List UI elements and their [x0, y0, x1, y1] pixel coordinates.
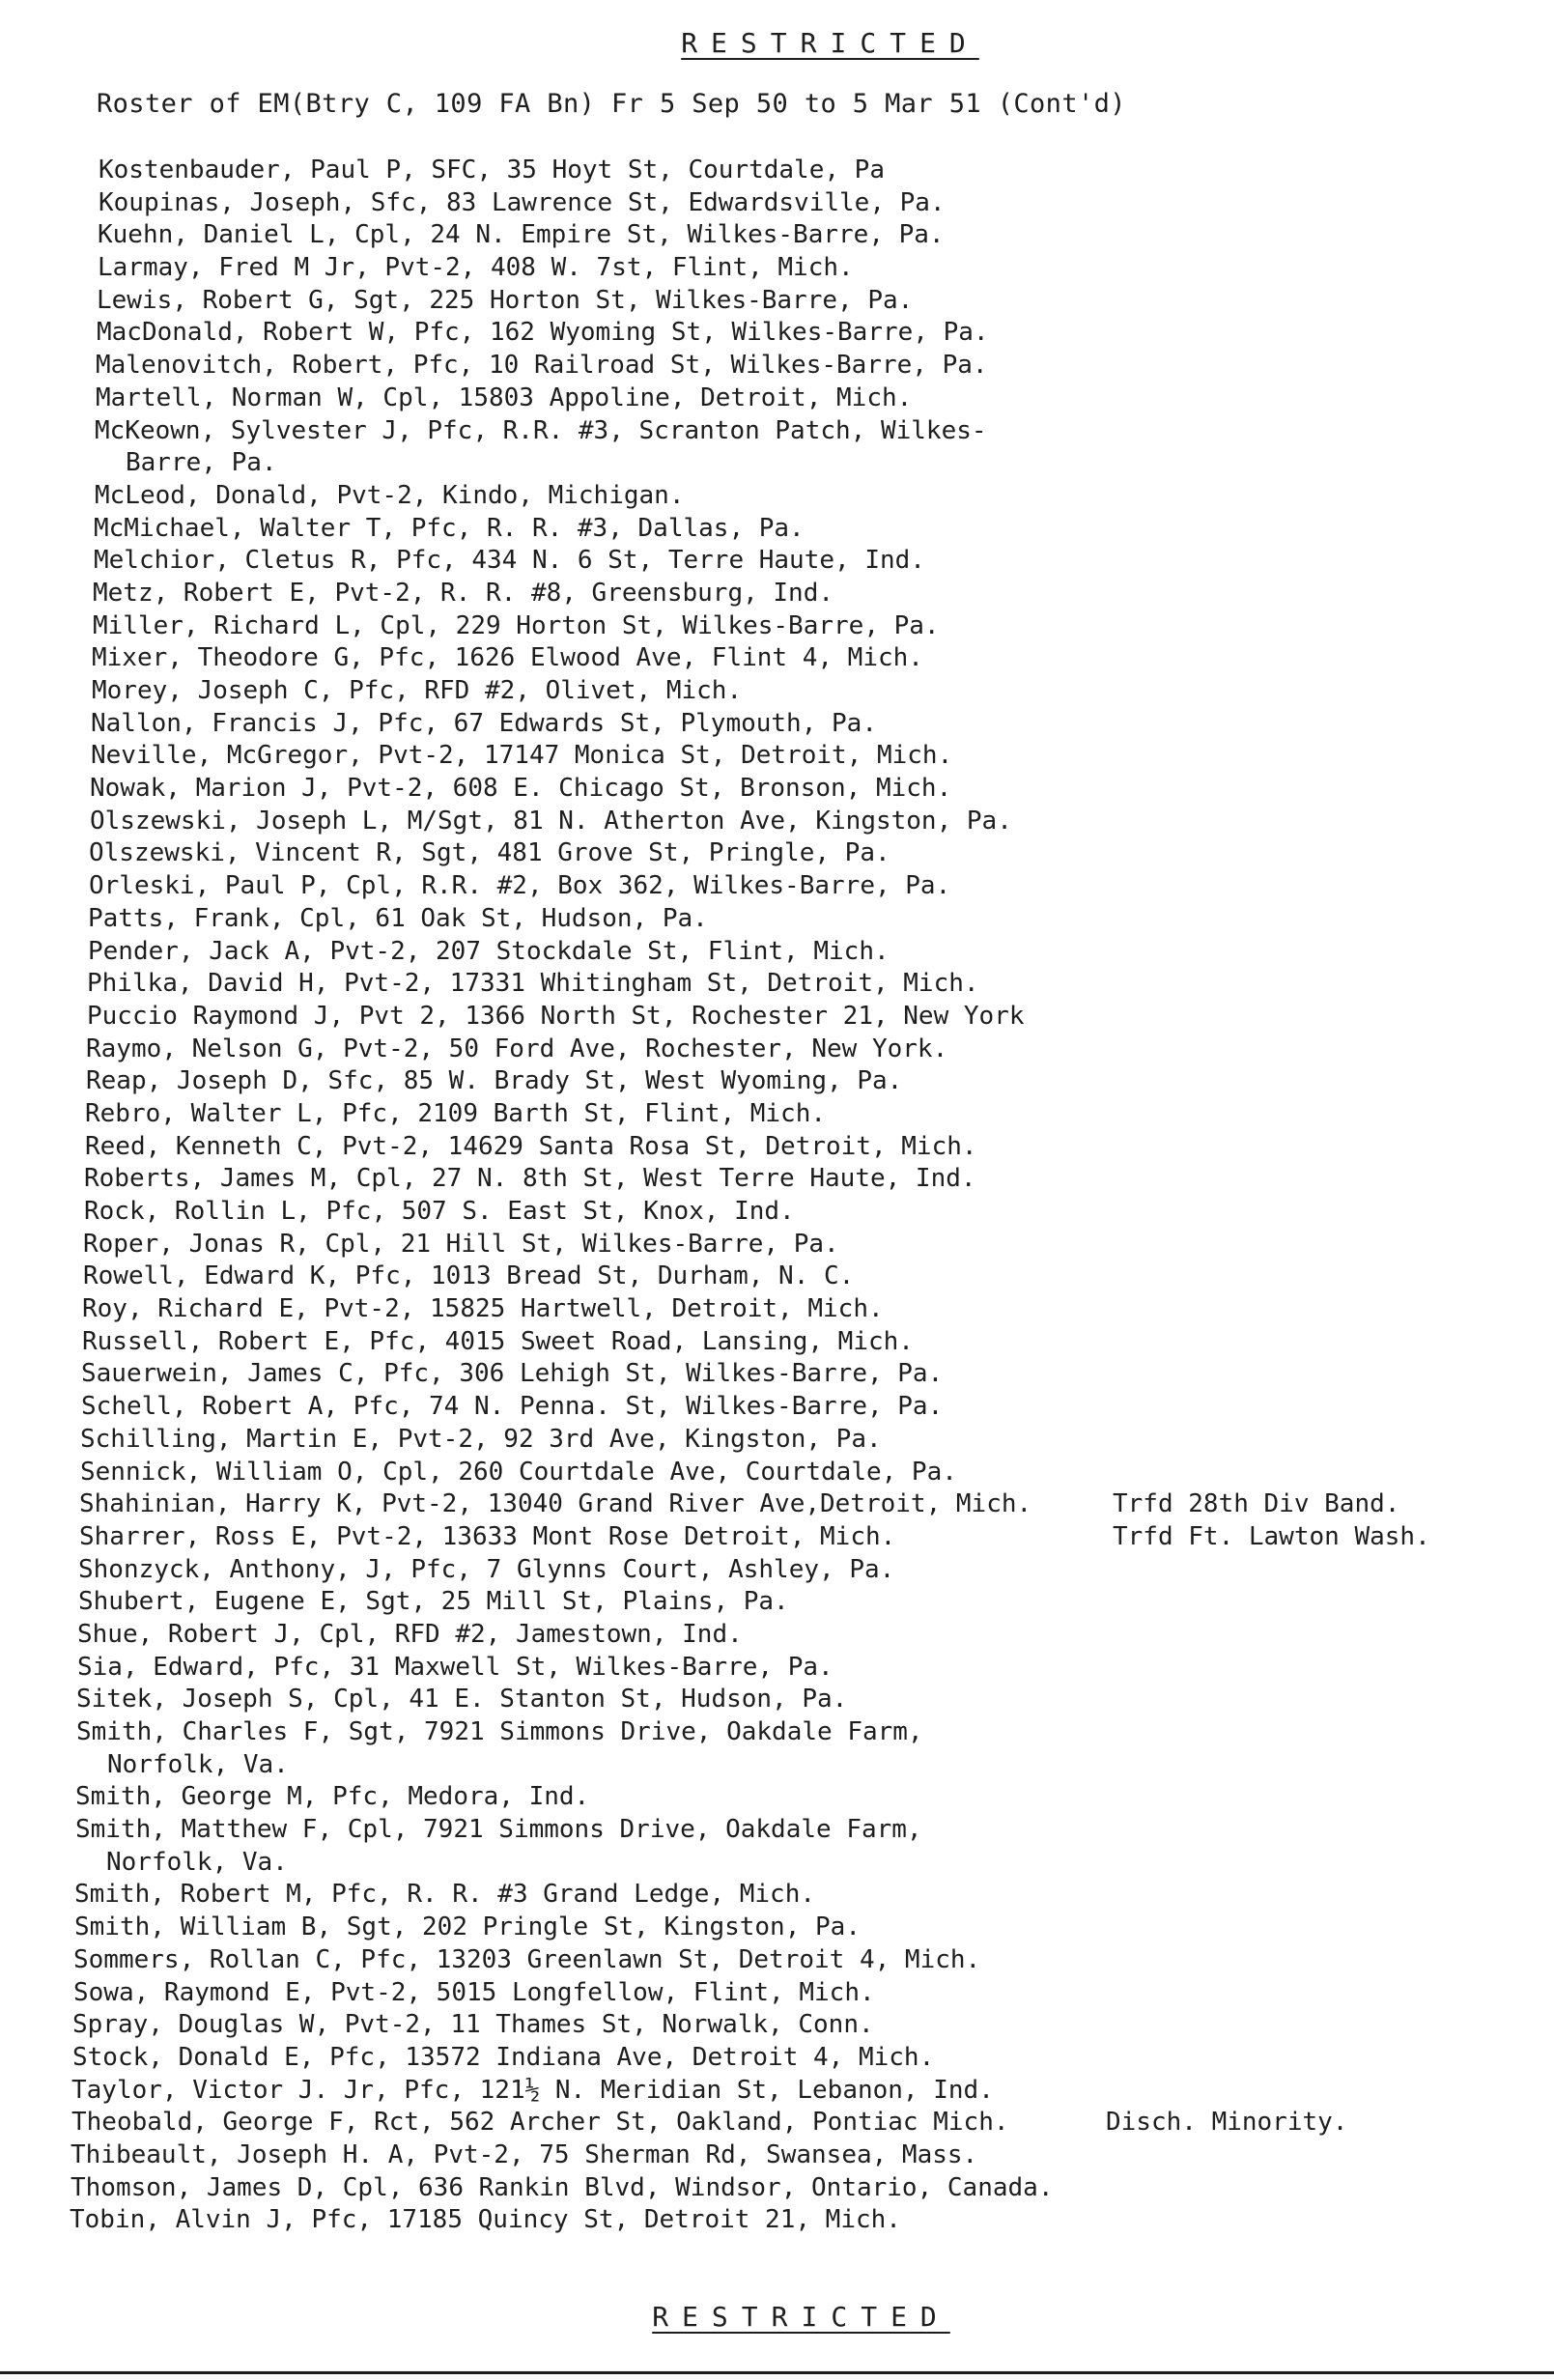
roster-entry-text: Shahinian, Harry K, Pvt-2, 13040 Grand River Ave,Detroit, Mich. — [79, 1489, 1032, 1519]
roster-entry-text: Taylor, Victor J. Jr, Pfc, 121½ N. Meridian St, Lebanon, Ind. — [71, 2075, 994, 2105]
roster-entry-continuation: Norfolk, Va. — [107, 1749, 289, 1779]
roster-entry — [0, 415, 1554, 480]
roster-entry-text: Sitek, Joseph S, Cpl, 41 E. Stanton St, Hudson, Pa. — [76, 1685, 848, 1714]
roster-entry — [0, 1131, 1554, 1164]
roster-entry-text: Reed, Kenneth C, Pvt-2, 14629 Santa Rosa St, Detroit, Mich. — [85, 1131, 977, 1161]
roster-entry-text: Shue, Robert J, Cpl, RFD #2, Jamestown, Ind. — [77, 1619, 743, 1649]
roster-entry — [0, 1163, 1554, 1196]
roster-entry — [0, 285, 1554, 318]
roster-entry-text: McKeown, Sylvester J, Pfc, R.R. #3, Scranton Patch, Wilkes- — [95, 415, 987, 445]
roster-entry-text: Patts, Frank, Cpl, 61 Oak St, Hudson, Pa. — [88, 903, 708, 933]
roster-entry-text: Sommers, Rollan C, Pfc, 13203 Greenlawn St, Detroit 4, Mich. — [73, 1944, 981, 1974]
roster-entry — [0, 513, 1554, 546]
roster-entry-text: Tobin, Alvin J, Pfc, 17185 Quincy St, Detroit 21, Mich. — [70, 2205, 901, 2235]
roster-entry-text: Roper, Jonas R, Cpl, 21 Hill St, Wilkes-Barre, Pa. — [83, 1229, 839, 1259]
roster-entry — [0, 1098, 1554, 1131]
roster-entry-text: Mixer, Theodore G, Pfc, 1626 Elwood Ave, Flint 4, Mich. — [92, 643, 923, 673]
roster-entry — [0, 1652, 1554, 1685]
roster-entry — [0, 1879, 1554, 1912]
roster-entry — [0, 1619, 1554, 1652]
roster-entry — [0, 2204, 1554, 2237]
roster-entry-text: Sia, Edward, Pfc, 31 Maxwell St, Wilkes-Barre, Pa. — [77, 1652, 834, 1682]
roster-entry — [0, 870, 1554, 903]
roster-entry-note: Trfd 28th Div Band. — [1113, 1489, 1400, 1519]
roster-entry-text: Smith, Matthew F, Cpl, 7921 Simmons Drive, Oakdale Farm, — [75, 1815, 922, 1845]
roster-entry-text: Neville, McGregor, Pvt-2, 17147 Monica St, Detroit, Mich. — [91, 741, 953, 771]
roster-entry-text: Kuehn, Daniel L, Cpl, 24 N. Empire St, Wilkes-Barre, Pa. — [98, 220, 945, 250]
roster-entry-text: Thibeault, Joseph H. A, Pvt-2, 75 Sherman Rd, Swansea, Mass. — [71, 2139, 978, 2169]
roster-entry-text: Spray, Douglas W, Pvt-2, 11 Thames St, Norwalk, Conn. — [72, 2010, 874, 2040]
roster-entry — [0, 2107, 1554, 2139]
roster-entry — [0, 1586, 1554, 1619]
roster-entry-text: Olszewski, Vincent R, Sgt, 481 Grove St, Pringle, Pa. — [89, 838, 890, 868]
roster-entry-text: McMichael, Walter T, Pfc, R. R. #3, Dallas, Pa. — [94, 513, 805, 543]
roster-entry-text: Koupinas, Joseph, Sfc, 83 Lawrence St, Edwardsville, Pa. — [99, 187, 946, 217]
roster-entry — [0, 1391, 1554, 1424]
roster-entry — [0, 1488, 1554, 1521]
roster-entry-text: Smith, Robert M, Pfc, R. R. #3 Grand Ledge, Mich. — [74, 1880, 816, 1910]
roster-entry — [0, 1684, 1554, 1716]
roster-entry-text: Schilling, Martin E, Pvt-2, 92 3rd Ave, Kingston, Pa. — [80, 1424, 882, 1454]
roster-entry — [0, 1326, 1554, 1359]
roster-entry — [0, 382, 1554, 415]
roster-entry — [0, 968, 1554, 1001]
roster-entry-text: Shonzyck, Anthony, J, Pfc, 7 Glynns Court, Ashley, Pa. — [78, 1554, 895, 1584]
roster-entry-note: Trfd Ft. Lawton Wash. — [1113, 1521, 1430, 1551]
roster-entry — [0, 1716, 1554, 1781]
roster-entry-text: Russell, Robert E, Pfc, 4015 Sweet Road, Lansing, Mich. — [82, 1326, 914, 1356]
roster-entry-text: McLeod, Donald, Pvt-2, Kindo, Michigan. — [95, 480, 685, 510]
roster-entry-text: Stock, Donald E, Pfc, 13572 Indiana Ave, Detroit 4, Mich. — [72, 2042, 935, 2072]
roster-entry-text: Sowa, Raymond E, Pvt-2, 5015 Longfellow, Flint, Mich. — [73, 1977, 875, 2007]
roster-entry — [0, 642, 1554, 675]
roster-entry-text: Sharrer, Ross E, Pvt-2, 13633 Mont Rose Detroit, Mich. — [79, 1521, 896, 1551]
roster-entry — [0, 936, 1554, 969]
roster-entry-text: Sennick, William O, Cpl, 260 Courtdale Ave, Courtdale, Pa. — [80, 1457, 957, 1487]
roster-entry-text: Philka, David H, Pvt-2, 17331 Whitingham St, Detroit, Mich. — [87, 969, 979, 999]
roster-entry — [0, 2075, 1554, 2108]
roster-entry — [0, 675, 1554, 708]
roster-entry — [0, 740, 1554, 773]
classification-header: RESTRICTED — [681, 27, 979, 59]
roster-entry-text: MacDonald, Robert W, Pfc, 162 Wyoming St, Wilkes-Barre, Pa. — [97, 318, 989, 348]
roster-entry — [0, 2042, 1554, 2075]
roster-entry-text: Kostenbauder, Paul P, SFC, 35 Hoyt St, Courtdale, Pa — [99, 156, 885, 184]
roster-entry — [0, 806, 1554, 838]
roster-entry-text: Roy, Richard E, Pvt-2, 15825 Hartwell, Detroit, Mich. — [82, 1294, 884, 1324]
roster-entry-text: Schell, Robert A, Pfc, 74 N. Penna. St, Wilkes-Barre, Pa. — [81, 1392, 944, 1422]
roster-entry-text: Rebro, Walter L, Pfc, 2109 Barth St, Flint, Mich. — [85, 1098, 827, 1128]
roster-entry-text: Rowell, Edward K, Pfc, 1013 Bread St, Durham, N. C. — [83, 1261, 855, 1291]
roster-entry-text: Theobald, George F, Rct, 562 Archer St, Oakland, Pontiac Mich. — [71, 2108, 1009, 2138]
roster-entry — [0, 187, 1554, 220]
roster-entry-text: Raymo, Nelson G, Pvt-2, 50 Ford Ave, Rochester, New York. — [86, 1034, 948, 1063]
roster-entry — [0, 480, 1554, 513]
roster-entry-text: Smith, William B, Sgt, 202 Pringle St, Kingston, Pa. — [74, 1912, 861, 1942]
roster-entry-text: Melchior, Cletus R, Pfc, 434 N. 6 St, Terre Haute, Ind. — [94, 546, 925, 576]
roster-entry — [0, 545, 1554, 578]
roster-entry-text: Reap, Joseph D, Sfc, 85 W. Brady St, West Wyoming, Pa. — [86, 1066, 903, 1096]
roster-entry-text: Miller, Richard L, Cpl, 229 Horton St, Wilkes-Barre, Pa. — [93, 610, 940, 640]
roster-entry — [0, 1065, 1554, 1098]
roster-entry — [0, 252, 1554, 285]
roster-entry — [0, 837, 1554, 870]
roster-entry-text: Sauerwein, James C, Pfc, 306 Lehigh St, Wilkes-Barre, Pa. — [81, 1359, 944, 1389]
classification-footer: RESTRICTED — [652, 2301, 950, 2333]
roster-entry — [0, 1554, 1554, 1587]
roster-entry — [0, 1944, 1554, 1977]
roster-entry-continuation: Norfolk, Va. — [106, 1847, 288, 1877]
roster-entry-text: Smith, George M, Pfc, Medora, Ind. — [75, 1782, 590, 1812]
roster-entry — [0, 773, 1554, 806]
roster-entry — [0, 155, 1554, 187]
roster-entry-text: Roberts, James M, Cpl, 27 N. 8th St, West Terre Haute, Ind. — [84, 1164, 976, 1194]
roster-entry — [0, 1977, 1554, 2010]
roster-entry — [0, 219, 1554, 252]
roster-entry-text: Smith, Charles F, Sgt, 7921 Simmons Drive, Oakdale Farm, — [76, 1717, 923, 1747]
roster-entry — [0, 1261, 1554, 1293]
roster-entry-text: Pender, Jack A, Pvt-2, 207 Stockdale St, Flint, Mich. — [88, 936, 890, 966]
roster-entry-continuation: Barre, Pa. — [126, 448, 277, 478]
roster-title: Roster of EM(Btry C, 109 FA Bn) Fr 5 Sep 50 to 5 Mar 51 (Cont'd) — [97, 89, 1126, 119]
roster-entry — [0, 1358, 1554, 1391]
roster-list — [0, 155, 1554, 2237]
roster-entry-text: Lewis, Robert G, Sgt, 225 Horton St, Wilkes-Barre, Pa. — [97, 285, 914, 315]
roster-entry — [0, 1424, 1554, 1457]
roster-entry — [0, 1196, 1554, 1229]
roster-entry — [0, 1001, 1554, 1034]
roster-entry — [0, 350, 1554, 382]
roster-entry — [0, 1293, 1554, 1326]
roster-entry-text: Morey, Joseph C, Pfc, RFD #2, Olivet, Mich. — [92, 676, 743, 706]
roster-entry — [0, 903, 1554, 936]
roster-entry — [0, 317, 1554, 350]
roster-entry-text: Rock, Rollin L, Pfc, 507 S. East St, Knox, Ind. — [84, 1197, 795, 1227]
roster-entry-text: Olszewski, Joseph L, M/Sgt, 81 N. Atherton Ave, Kingston, Pa. — [90, 806, 1012, 836]
roster-entry — [0, 708, 1554, 741]
roster-entry-text: Nowak, Marion J, Pvt-2, 608 E. Chicago St, Bronson, Mich. — [90, 774, 952, 804]
roster-entry — [0, 2139, 1554, 2172]
roster-entry — [0, 1229, 1554, 1261]
roster-entry — [0, 2172, 1554, 2205]
roster-entry-text: Nallon, Francis J, Pfc, 67 Edwards St, Plymouth, Pa. — [91, 708, 877, 738]
roster-entry — [0, 1034, 1554, 1066]
roster-entry-text: Puccio Raymond J, Pvt 2, 1366 North St, Rochester 21, New York — [87, 1001, 1025, 1031]
roster-entry — [0, 1457, 1554, 1489]
roster-entry — [0, 610, 1554, 643]
roster-entry — [0, 1912, 1554, 1944]
roster-entry — [0, 578, 1554, 610]
roster-entry — [0, 1814, 1554, 1879]
roster-entry — [0, 1781, 1554, 1814]
roster-entry-note: Disch. Minority. — [1106, 2108, 1348, 2138]
roster-entry-text: Larmay, Fred M Jr, Pvt-2, 408 W. 7st, Flint, Mich. — [98, 253, 854, 283]
page-bottom-rule — [0, 2371, 1554, 2374]
roster-entry — [0, 2009, 1554, 2042]
roster-entry — [0, 1521, 1554, 1554]
roster-entry-text: Thomson, James D, Cpl, 636 Rankin Blvd, Windsor, Ontario, Canada. — [71, 2172, 1054, 2202]
roster-entry-text: Martell, Norman W, Cpl, 15803 Appoline, Detroit, Mich. — [96, 382, 913, 412]
roster-entry-text: Shubert, Eugene E, Sgt, 25 Mill St, Plains, Pa. — [78, 1587, 789, 1617]
roster-entry-text: Orleski, Paul P, Cpl, R.R. #2, Box 362, Wilkes-Barre, Pa. — [89, 871, 951, 901]
roster-entry-text: Metz, Robert E, Pvt-2, R. R. #8, Greensburg, Ind. — [93, 578, 834, 608]
roster-entry-text: Malenovitch, Robert, Pfc, 10 Railroad St, Wilkes-Barre, Pa. — [96, 351, 988, 381]
